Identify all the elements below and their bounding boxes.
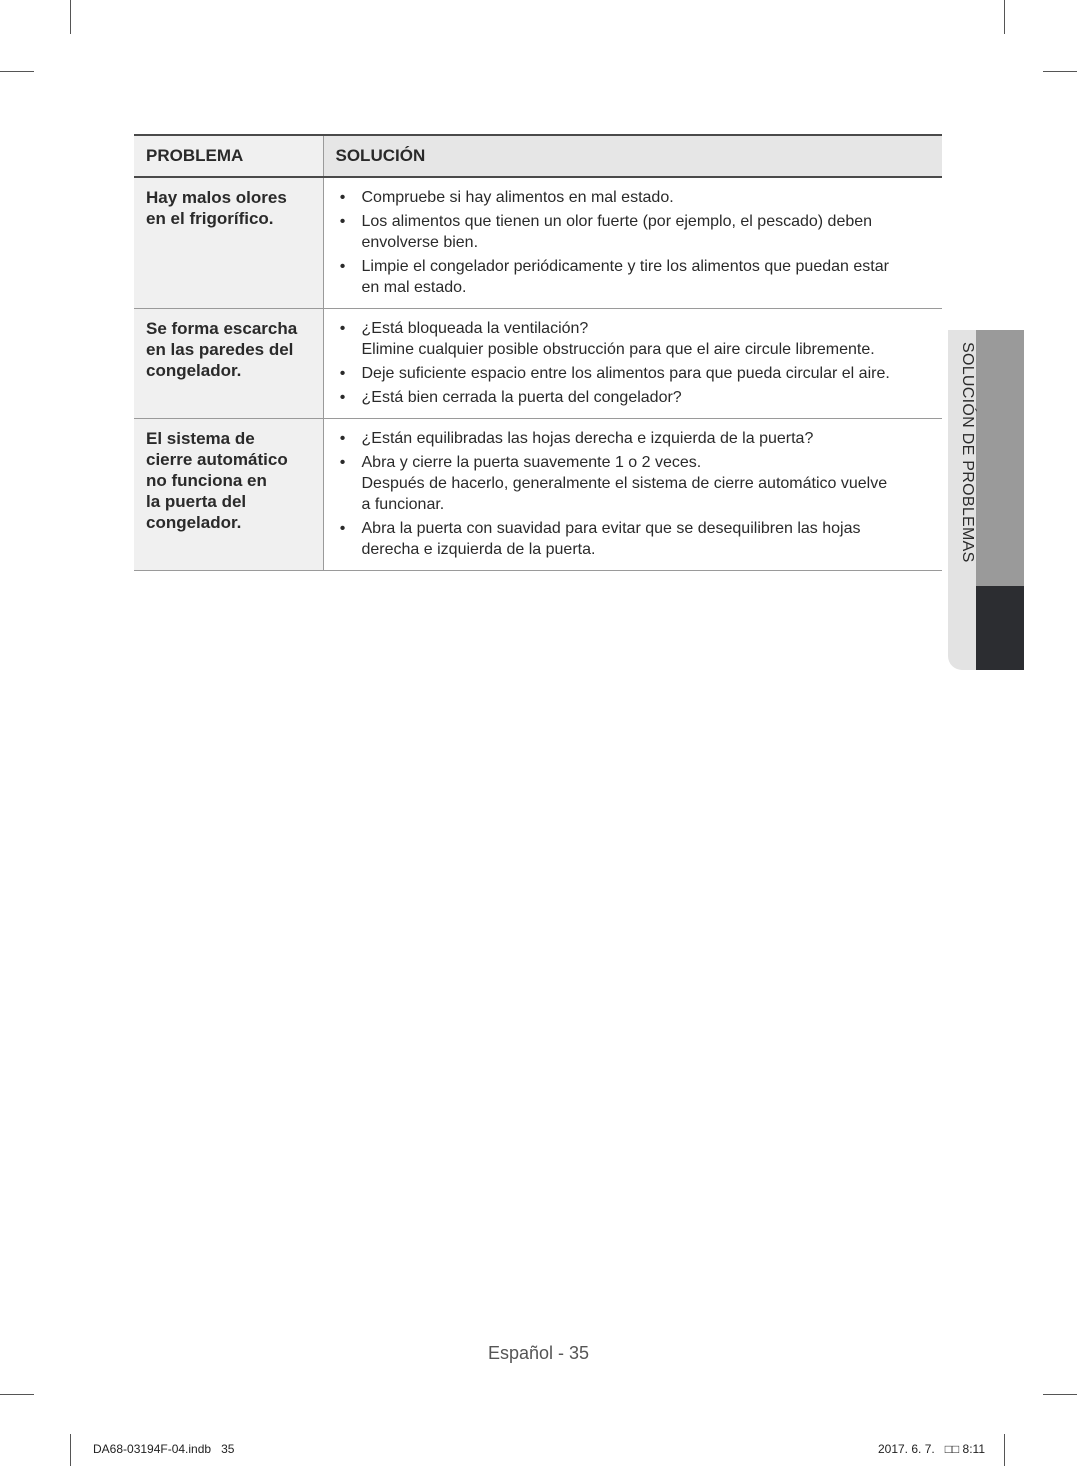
solution-text-line: derecha e izquierda de la puerta.	[361, 541, 596, 558]
problem-cell	[134, 419, 323, 571]
crop-mark-top-right	[1004, 0, 1005, 34]
problem-text-line: cierre automático	[146, 450, 288, 469]
footer-file-info: DA68-03194F-04.indb 35	[93, 1442, 235, 1456]
solution-text-line: Compruebe si hay alimentos en mal estado.	[361, 189, 674, 206]
solution-cell	[323, 419, 942, 571]
problem-text-line: Hay malos olores	[146, 188, 287, 207]
solution-list	[336, 318, 933, 408]
problem-text-line: en el frigorífico.	[146, 209, 274, 228]
bullet-icon: •	[339, 213, 346, 230]
solution-item	[336, 428, 933, 449]
bullet-icon: •	[339, 520, 346, 537]
crop-mark-bottom-right	[1004, 1434, 1005, 1466]
bullet-icon: •	[339, 189, 346, 206]
solution-item	[336, 187, 933, 208]
section-side-tab	[948, 330, 1024, 670]
solution-item	[336, 518, 933, 560]
problem-text-line: El sistema de	[146, 429, 255, 448]
table-header-row	[134, 135, 942, 177]
table-row	[134, 309, 942, 419]
side-tab-label: SOLUCIÓN DE PROBLEMAS	[959, 342, 976, 563]
solution-list	[336, 428, 933, 560]
solution-text-line: Elimine cualquier posible obstrucción para que el aire circule libremente.	[361, 341, 875, 358]
crop-mark-left-upper	[0, 71, 34, 72]
solution-text-line: Los alimentos que tienen un olor fuerte (por ejemplo, el pescado) deben	[361, 213, 873, 230]
solution-text-line: ¿Están equilibradas las hojas derecha e izquierda de la puerta?	[361, 430, 814, 447]
footer-timestamp: 2017. 6. 7. □□ 8:11	[877, 1442, 985, 1456]
troubleshooting-table	[134, 134, 942, 571]
problem-text-line: congelador.	[146, 361, 242, 380]
problem-text-line: la puerta del	[146, 492, 247, 511]
problem-text-line: no funciona en	[146, 471, 267, 490]
solution-text-line: Deje suficiente espacio entre los alimentos para que pueda circular el aire.	[361, 365, 890, 382]
solution-text-line: Abra la puerta con suavidad para evitar que se desequilibren las hojas	[361, 520, 861, 537]
problem-text-line: Se forma escarcha	[146, 319, 298, 338]
crop-mark-left-lower	[0, 1394, 34, 1395]
crop-mark-top-left	[70, 0, 71, 34]
problem-cell	[134, 309, 323, 419]
solution-text-line: en mal estado.	[361, 279, 467, 296]
crop-mark-bottom-left	[70, 1434, 71, 1466]
table-body	[134, 177, 942, 571]
bullet-icon: •	[339, 430, 346, 447]
solution-text-line: ¿Está bloqueada la ventilación?	[361, 320, 589, 337]
solution-text-line: a funcionar.	[361, 496, 445, 513]
problem-cell	[134, 177, 323, 309]
crop-mark-right-upper	[1043, 71, 1077, 72]
page-number: Español - 35	[487, 1343, 590, 1363]
header-solution: SOLUCIÓN	[323, 135, 942, 177]
solution-list	[336, 187, 933, 298]
solution-text-line: ¿Está bien cerrada la puerta del congelador?	[361, 389, 682, 406]
side-tab-dark-block	[976, 586, 1024, 670]
solution-item	[336, 387, 933, 408]
problem-text-line: en las paredes del	[146, 340, 294, 359]
solution-text-line: Limpie el congelador periódicamente y tire los alimentos que puedan estar	[361, 258, 889, 275]
solution-item	[336, 256, 933, 298]
bullet-icon: •	[339, 320, 346, 337]
bullet-icon: •	[339, 365, 346, 382]
solution-cell	[323, 177, 942, 309]
side-tab-grey-block	[976, 330, 1024, 586]
solution-text-line: Abra y cierre la puerta suavemente 1 o 2 veces.	[361, 454, 702, 471]
bullet-icon: •	[339, 389, 346, 406]
solution-cell	[323, 309, 942, 419]
solution-item	[336, 452, 933, 515]
solution-item	[336, 211, 933, 253]
solution-item	[336, 318, 933, 360]
crop-mark-right-lower	[1043, 1394, 1077, 1395]
bullet-icon: •	[339, 258, 346, 275]
table-row	[134, 177, 942, 309]
problem-text-line: congelador.	[146, 513, 242, 532]
header-problem: PROBLEMA	[134, 135, 323, 177]
solution-text-line: envolverse bien.	[361, 234, 479, 251]
table-row	[134, 419, 942, 571]
bullet-icon: •	[339, 454, 346, 471]
solution-text-line: Después de hacerlo, generalmente el sistema de cierre automático vuelve	[361, 475, 888, 492]
solution-item	[336, 363, 933, 384]
